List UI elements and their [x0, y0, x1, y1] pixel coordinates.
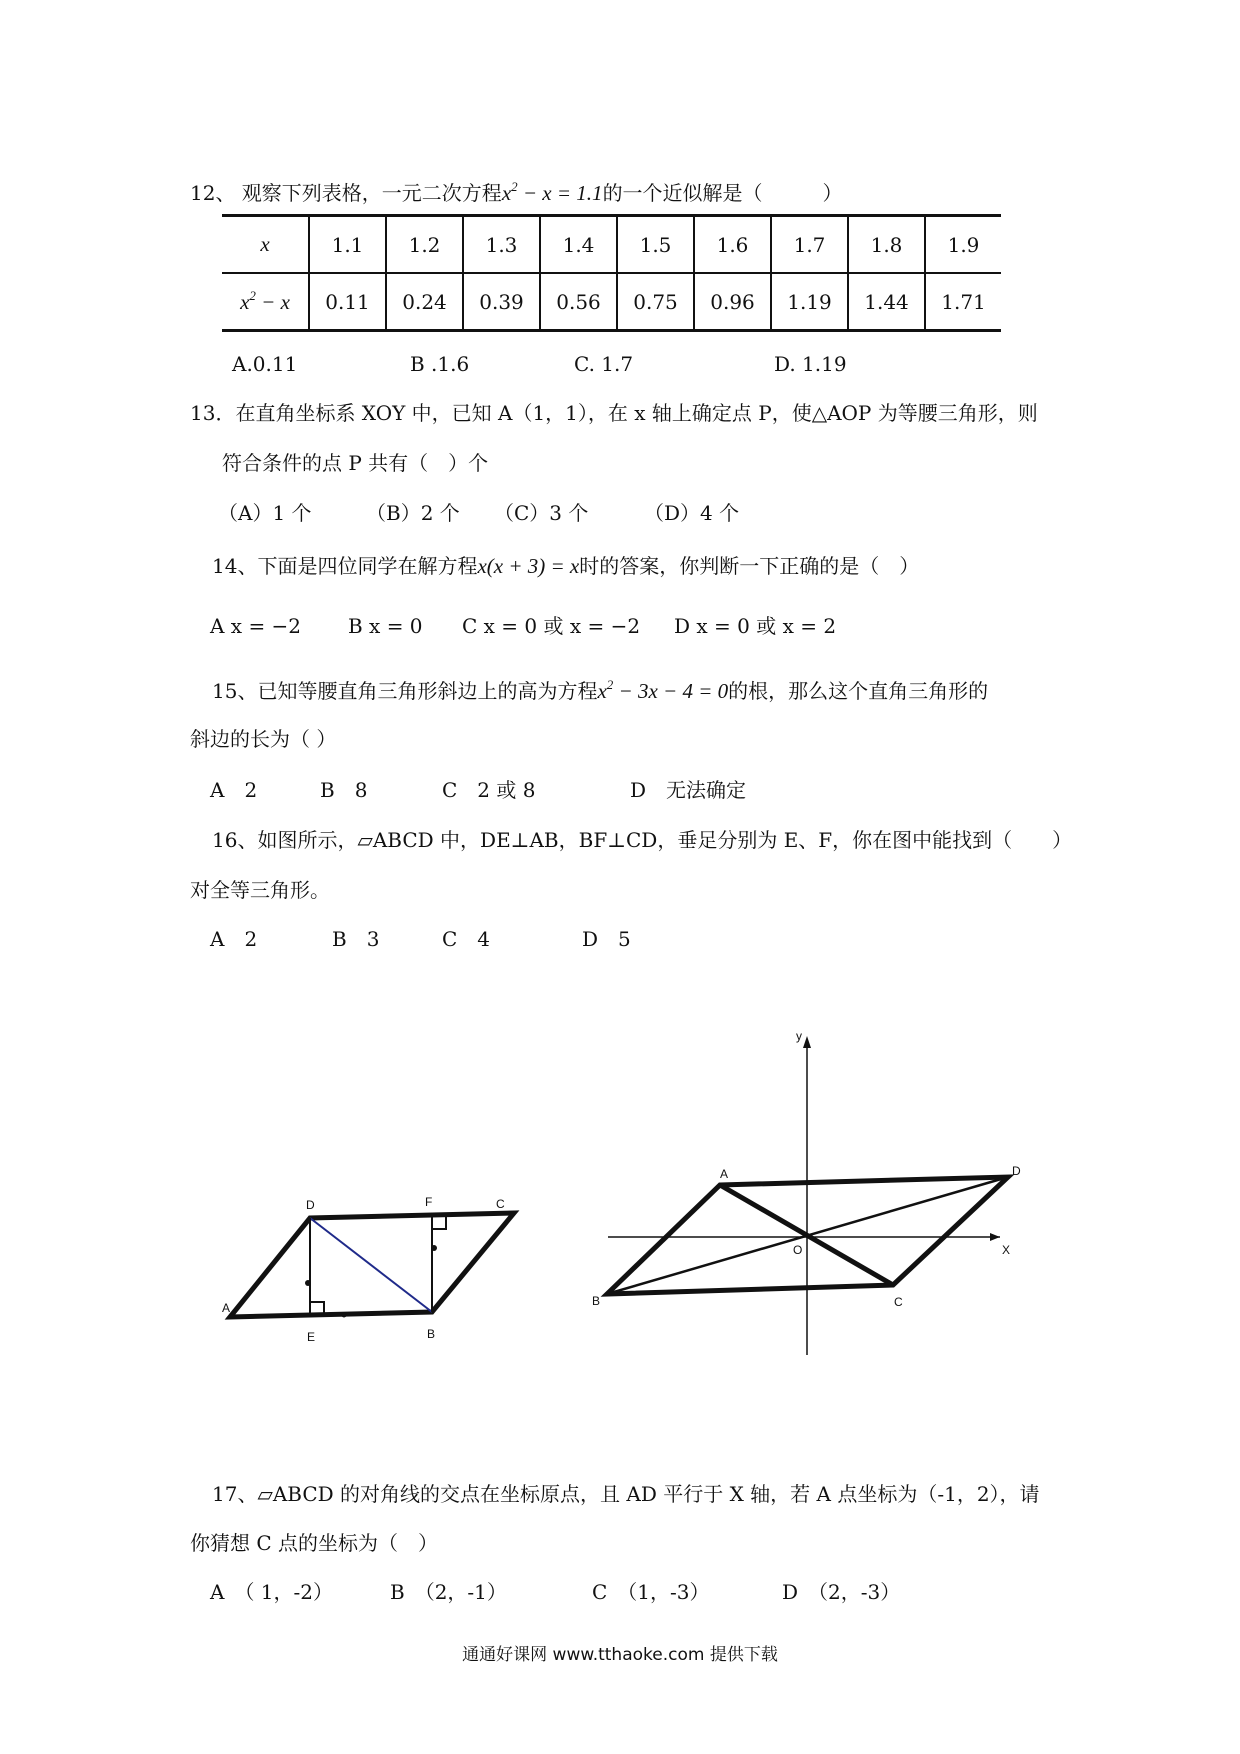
q16-option-a: A 2: [210, 927, 258, 951]
q12-suffix: 的一个近似解是（ ）: [602, 181, 843, 205]
label-o: O: [793, 1243, 803, 1257]
q12-equation: $x^2 - x = 1.1$: [501, 179, 603, 205]
table-cell: 0.24: [386, 273, 463, 331]
label-e: E: [307, 1330, 316, 1344]
table-cell: 1.4: [540, 216, 617, 274]
table-cell: 1.9: [925, 216, 1001, 274]
table-cell: 0.96: [694, 273, 771, 331]
q13-option-c: （C）3 个: [494, 501, 589, 525]
q13-line1: 13．在直角坐标系 XOY 中，已知 A（1，1），在 x 轴上确定点 P，使△AOP 为等腰三角形，则: [190, 401, 1038, 425]
q17-line1: 17、▱ABCD 的对角线的交点在坐标原点，且 AD 平行于 X 轴，若 A 点坐标为（-1，2），请: [212, 1482, 1040, 1506]
table-cell: 1.5: [617, 216, 694, 274]
tick-mark: [431, 1245, 437, 1251]
table-cell: 1.6: [694, 216, 771, 274]
q14-prefix: 14、下面是四位同学在解方程: [212, 554, 478, 578]
q17-option-b: B （2，-1）: [390, 1580, 507, 1604]
table-cell: 1.19: [771, 273, 848, 331]
q15-option-b: B 8: [320, 778, 368, 802]
label-c: C: [894, 1295, 903, 1309]
diagonal-db: [310, 1218, 432, 1312]
q16-option-d: D 5: [582, 927, 631, 951]
table-header-fx: $x^2 - x$: [222, 273, 309, 331]
coordinate-figure: [592, 1029, 1021, 1355]
q16-option-b: B 3: [332, 927, 380, 951]
q14-option-d: D x = 0 或 x = 2: [674, 614, 837, 638]
q17-options: [210, 1578, 900, 1606]
label-f: F: [425, 1195, 433, 1209]
q15-option-d: D 无法确定: [630, 778, 747, 802]
q12-option-b: B .1.6: [410, 352, 470, 376]
label-b: B: [592, 1294, 601, 1308]
table-cell: 1.3: [463, 216, 540, 274]
table-cell: 1.7: [771, 216, 848, 274]
table-cell: 1.71: [925, 273, 1001, 331]
page-footer: 通通好课网 www.tthaoke.com 提供下载: [462, 1645, 778, 1665]
q12-option-d: D. 1.19: [774, 352, 847, 376]
q17-option-a: A （ 1，-2）: [210, 1580, 334, 1604]
table-cell: 1.44: [848, 273, 925, 331]
table-header-x: x: [222, 216, 309, 274]
q13-option-d: （D）4 个: [644, 501, 740, 525]
q13-line2: 符合条件的点 P 共有（ ）个: [222, 451, 489, 475]
table-cell: 0.75: [617, 273, 694, 331]
q15-suffix: 的根，那么这个直角三角形的: [728, 679, 989, 703]
parallelogram-figure: [222, 1195, 514, 1344]
table-cell: 0.39: [463, 273, 540, 331]
q14-option-b: B x = 0: [348, 614, 423, 638]
q13-option-b: （B）2 个: [366, 501, 460, 525]
q16-option-c: C 4: [442, 927, 491, 951]
q17-option-d: D （2，-3）: [782, 1580, 901, 1604]
q15-line2: 斜边的长为（ ）: [190, 727, 337, 751]
q17-option-c: C （1，-3）: [592, 1580, 710, 1604]
q15-equation: $x^2 - 3x - 4 = 0$: [597, 677, 729, 703]
q16-line2: 对全等三角形。: [190, 878, 330, 902]
q15-option-c: C 2 或 8: [442, 778, 536, 802]
q14-suffix: 时的答案，你判断一下正确的是（ ）: [579, 554, 920, 578]
label-a: A: [720, 1167, 729, 1181]
q12-option-a: A.0.11: [232, 352, 298, 376]
tick-mark: [305, 1280, 311, 1286]
q15-prefix: 15、已知等腰直角三角形斜边上的高为方程: [212, 679, 598, 703]
table-cell: 1.2: [386, 216, 463, 274]
table-cell: 1.1: [309, 216, 386, 274]
q12-option-c: C. 1.7: [574, 352, 634, 376]
label-b: B: [427, 1327, 436, 1341]
q14-equation: x(x + 3) = x: [477, 554, 580, 578]
label-d: D: [1012, 1164, 1021, 1178]
label-a: A: [222, 1301, 231, 1315]
q13-option-a: （A）1 个: [218, 501, 312, 525]
q12-prefix: 12、 观察下列表格，一元二次方程: [190, 181, 502, 205]
q17-line2: 你猜想 C 点的坐标为（ ）: [190, 1531, 439, 1555]
tick-mark: [342, 1313, 347, 1318]
q14-option-c: C x = 0 或 x = −2: [462, 614, 641, 638]
q14-option-a: A x = −2: [210, 614, 302, 638]
q16-line1: 16、如图所示，▱ABCD 中，DE⊥AB，BF⊥CD，垂足分别为 E、F，你在图中能找到（ ）: [212, 828, 1073, 852]
label-y-axis: y: [796, 1029, 802, 1043]
q15-option-a: A 2: [210, 778, 258, 802]
label-d: D: [306, 1198, 315, 1212]
table-cell: 0.56: [540, 273, 617, 331]
x-axis-arrow: [990, 1233, 1000, 1241]
table-cell: 1.8: [848, 216, 925, 274]
y-axis-arrow: [803, 1036, 811, 1048]
table-cell: 0.11: [309, 273, 386, 331]
label-x-axis: X: [1002, 1243, 1011, 1257]
label-c: C: [496, 1197, 505, 1211]
